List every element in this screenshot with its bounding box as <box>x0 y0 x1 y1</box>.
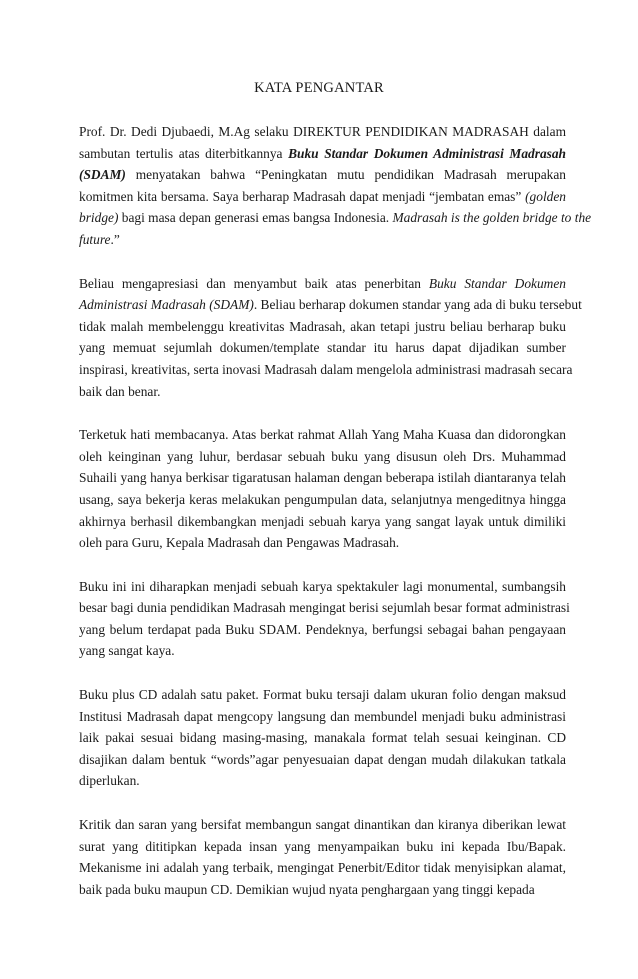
text-segment: Kritik dan saran yang bersifat membangun sangat dinantikan dan kiranya diberikan lewat <box>79 817 566 833</box>
text-line <box>79 640 566 662</box>
text-segment: laik pakai sesuai bidang masing-masing, manakala format telah sesuai keinginan. CD <box>79 730 566 746</box>
text-segment: Prof. Dr. Dedi Djubaedi, M.Ag selaku DIREKTUR PENDIDIKAN MADRASAH dalam <box>79 124 566 139</box>
text-segment: yang belum terdapat pada Buku SDAM. Pendeknya, berfungsi sebagai bahan pengayaan <box>79 621 566 637</box>
text-line <box>79 337 566 359</box>
text-line <box>79 576 566 598</box>
text-segment: oleh keinginan yang luhur, berdasar sebuah buku yang disusun oleh Drs. Muhammad <box>79 448 566 464</box>
text-segment: Mekanisme ini adalah yang terbaik, mengingat Penerbit/Editor tidak menyisipkan alamat, <box>79 860 566 876</box>
text-line <box>79 164 566 186</box>
text-line <box>79 446 566 468</box>
text-segment: baik dan benar. <box>79 383 161 399</box>
text-line <box>79 424 566 446</box>
text-line <box>79 381 566 403</box>
text-segment: Buku ini ini diharapkan menjadi sebuah karya spektakuler lagi monumental, sumbangsih <box>79 578 566 594</box>
text-line <box>79 143 566 165</box>
text-segment: Madrasah is the golden bridge to the <box>392 210 592 226</box>
text-segment: surat yang dititipkan kepada insan yang menyampaikan buku ini kepada Ibu/Bapak. <box>79 838 566 854</box>
text-segment: inspirasi, kreativitas, serta inovasi Madrasah dalam mengelola administrasi madrasah secara <box>79 361 573 377</box>
text-segment: bridge) <box>79 210 119 226</box>
text-line <box>79 706 566 728</box>
text-segment: sambutan tertulis atas diterbitkannya <box>79 145 289 161</box>
text-line <box>79 857 566 879</box>
text-line <box>79 316 566 338</box>
text-segment: menyatakan bahwa “Peningkatan mutu pendidikan Madrasah merupakan <box>125 167 566 183</box>
text-segment: yang memuat sejumlah dokumen/template standar itu harus dapat dijadikan sumber <box>79 340 566 356</box>
text-line <box>79 619 566 641</box>
text-line <box>79 359 573 381</box>
text-segment: future <box>79 231 111 247</box>
text-line <box>79 121 566 143</box>
text-segment: tidak malah membelenggu kreativitas Madrasah, akan tetapi justru beliau berharap buku <box>79 318 566 334</box>
text-segment: (SDAM) <box>79 167 126 183</box>
text-segment: besar bagi dunia pendidikan Madrasah mengingat berisi sejumlah besar format administrasi <box>79 600 570 616</box>
paragraph <box>79 424 566 554</box>
text-segment: akhirnya berhasil dikembangkan menjadi sebuah karya yang sangat layak untuk dimiliki <box>79 513 566 529</box>
text-line <box>79 727 566 749</box>
text-segment: komitmen kita bersama. Saya berharap Madrasah dapat menjadi “jembatan emas” <box>79 188 526 204</box>
text-segment: Buku Standar Dokumen Administrasi Madrasah <box>288 145 566 161</box>
text-line <box>79 684 566 706</box>
text-segment: baik pada buku maupun CD. Demikian wujud nyata penghargaan yang tinggi kepada <box>79 881 535 897</box>
text-line <box>79 229 566 251</box>
text-segment: bagi masa depan generasi emas bangsa Indonesia. <box>118 210 393 226</box>
text-line <box>79 467 566 489</box>
text-line <box>79 879 566 901</box>
text-line <box>79 186 566 208</box>
text-segment: Suhaili yang hanya berkisar tigaratusan halaman dengan beberapa istilah diantaranya telah <box>79 470 566 486</box>
text-line <box>79 511 566 533</box>
text-segment: diperlukan. <box>79 773 140 789</box>
text-segment: yang sangat kaya. <box>79 643 175 659</box>
text-segment: Administrasi Madrasah (SDAM) <box>79 297 254 313</box>
text-segment: oleh para Guru, Kepala Madrasah dan Pengawas Madrasah. <box>79 535 400 551</box>
paragraph <box>79 814 566 900</box>
text-segment: Institusi Madrasah dapat mengcopy langsung dan membundel menjadi buku administrasi <box>79 708 566 724</box>
text-segment: Terketuk hati membacanya. Atas berkat rahmat Allah Yang Maha Kuasa dan didorongkan <box>79 427 566 443</box>
text-line <box>79 532 566 554</box>
text-line <box>79 273 566 295</box>
text-segment: (golden <box>525 188 566 204</box>
text-segment: usang, saya bekerja keras melakukan pengumpulan data, selanjutnya mengeditnya hingga <box>79 491 566 507</box>
paragraph <box>79 273 582 403</box>
text-line <box>79 814 566 836</box>
text-segment: Buku Standar Dokumen <box>428 275 566 291</box>
text-line <box>79 207 592 229</box>
paragraph <box>79 576 570 662</box>
text-segment: Beliau mengapresiasi dan menyambut baik atas penerbitan <box>79 275 429 291</box>
text-line <box>79 749 566 771</box>
text-line <box>79 294 582 316</box>
text-line <box>79 489 566 511</box>
text-line <box>79 770 566 792</box>
paragraph <box>79 121 592 251</box>
text-segment: Buku plus CD adalah satu paket. Format buku tersaji dalam ukuran folio dengan maksud <box>79 687 566 703</box>
text-line <box>79 597 570 619</box>
text-segment: .” <box>110 231 120 247</box>
document-body <box>79 121 592 922</box>
text-segment: disajikan dalam bentuk “words”agar penyesuaian dapat dengan mudah dilakukan tatkala <box>79 751 566 767</box>
paragraph <box>79 684 566 792</box>
text-segment: . Beliau berharap dokumen standar yang ada di buku tersebut <box>253 297 582 313</box>
text-line <box>79 836 566 858</box>
page-title: KATA PENGANTAR <box>254 80 384 96</box>
